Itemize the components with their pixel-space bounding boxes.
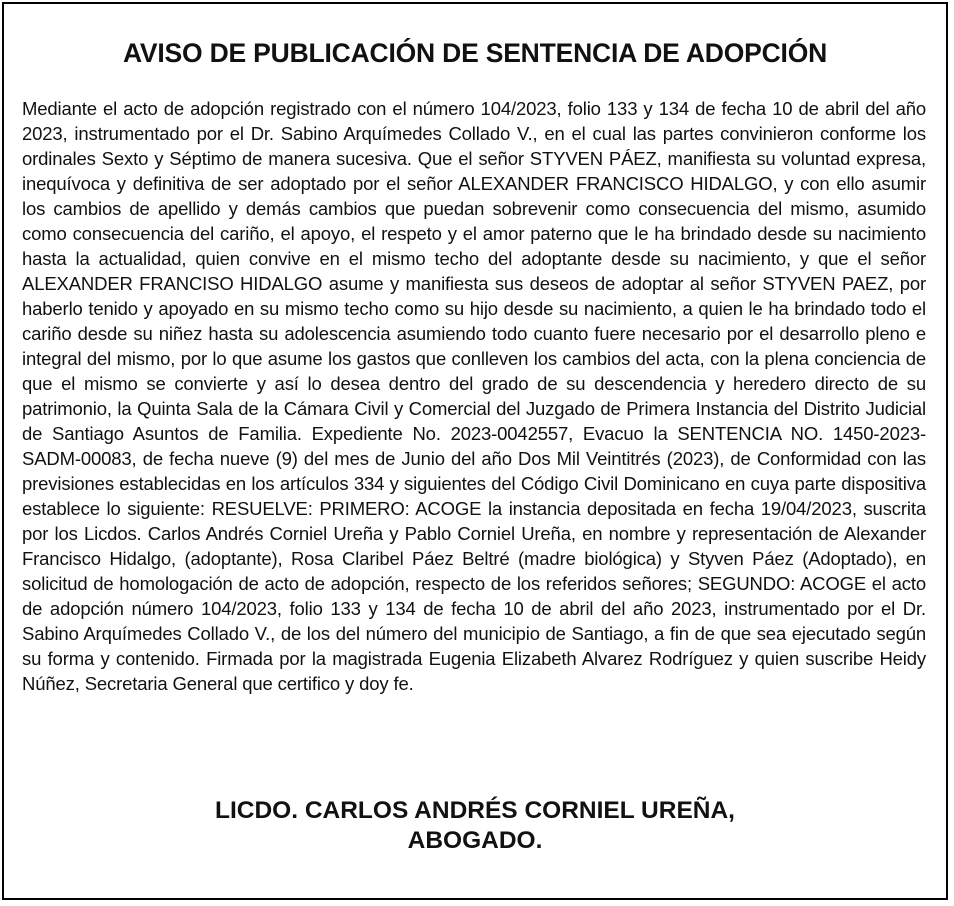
signature-name: LICDO. CARLOS ANDRÉS CORNIEL UREÑA, — [215, 797, 735, 824]
notice-body: Mediante el acto de adopción registrado con el número 104/2023, folio 133 y 134 de fecha 10 de abril del año 2023, instrumentado por el Dr. Sabino Arquímedes Collado V., en el cual las partes convinieron conforme los ordinales Sexto y Séptimo de manera sucesiva. Que el señor STYVEN PÁEZ, manifiesta su voluntad expresa, inequívoca y definitiva de ser adoptado por el señor ALEXANDER FRANCISCO HIDALGO, y con ello asumir los cambios de apellido y demás cambios que puedan sobrevenir como consecuencia del mismo, asumido como consecuencia del cariño, el apoyo, el respeto y el amor paterno que le ha brindado desde su nacimiento hasta la actualidad, quien convive en el mismo techo del adoptante desde su nacimiento, y que el señor ALEXANDER FRANCISO HIDALGO asume y manifiesta sus deseos de adoptar al señor STYVEN PAEZ, por haberlo tenido y apoyado en su mismo techo como su hijo desde su nacimiento, a quien le ha brindado todo el cariño desde su niñez hasta su adolescencia asumiendo todo cuanto fuere necesario por el desarrollo pleno e integral del mismo, por lo que asume los gastos que conlleven los cambios del acta, con la plena conciencia de que el mismo se convierte y así lo desea dentro del grado de su descendencia y heredero directo de su patrimonio, la Quinta Sala de la Cámara Civil y Comercial del Juzgado de Primera Instancia del Distrito Judicial de Santiago Asuntos de Familia. Expediente No. 2023-0042557, Evacuo la SENTENCIA NO. 1450-2023-SADM-00083, de fecha nueve (9) del mes de Junio del año Dos Mil Veintitrés (2023), de Conformidad con las previsiones establecidas en los artículos 334 y siguientes del Código Civil Dominicano en cuya parte dispositiva establece lo siguiente: RESUELVE: PRIMERO: ACOGE la instancia depositada en fecha 19/04/2023, suscrita por los Licdos. Carlos Andrés Corniel Ureña y Pablo Corniel Ureña, en nombre y representación de Alexander Francisco Hidalgo, (adoptante), Rosa Claribel Páez Beltré (madre biológica) y Styven Páez (Adoptado), en solicitud de homologación de acto de adopción, respecto de los referidos señores; SEGUNDO: ACOGE el acto de adopción número 104/2023, folio 133 y 134 de fecha 10 de abril del año 2023, instrumentado por el Dr. Sabino Arquímedes Collado V., de los del número del municipio de Santiago, a fin de que sea ejecutado según su forma y contenido. Firmada por la magistrada Eugenia Elizabeth Alvarez Rodríguez y quien suscribe Heidy Núñez, Secretaria General que certifico y doy fe. — [22, 98, 926, 694]
legal-notice-box — [2, 2, 948, 900]
signature-role: ABOGADO. — [407, 827, 543, 854]
notice-title: AVISO DE PUBLICACIÓN DE SENTENCIA DE ADOPCIÓN — [122, 38, 828, 68]
signature-block — [4, 796, 946, 856]
